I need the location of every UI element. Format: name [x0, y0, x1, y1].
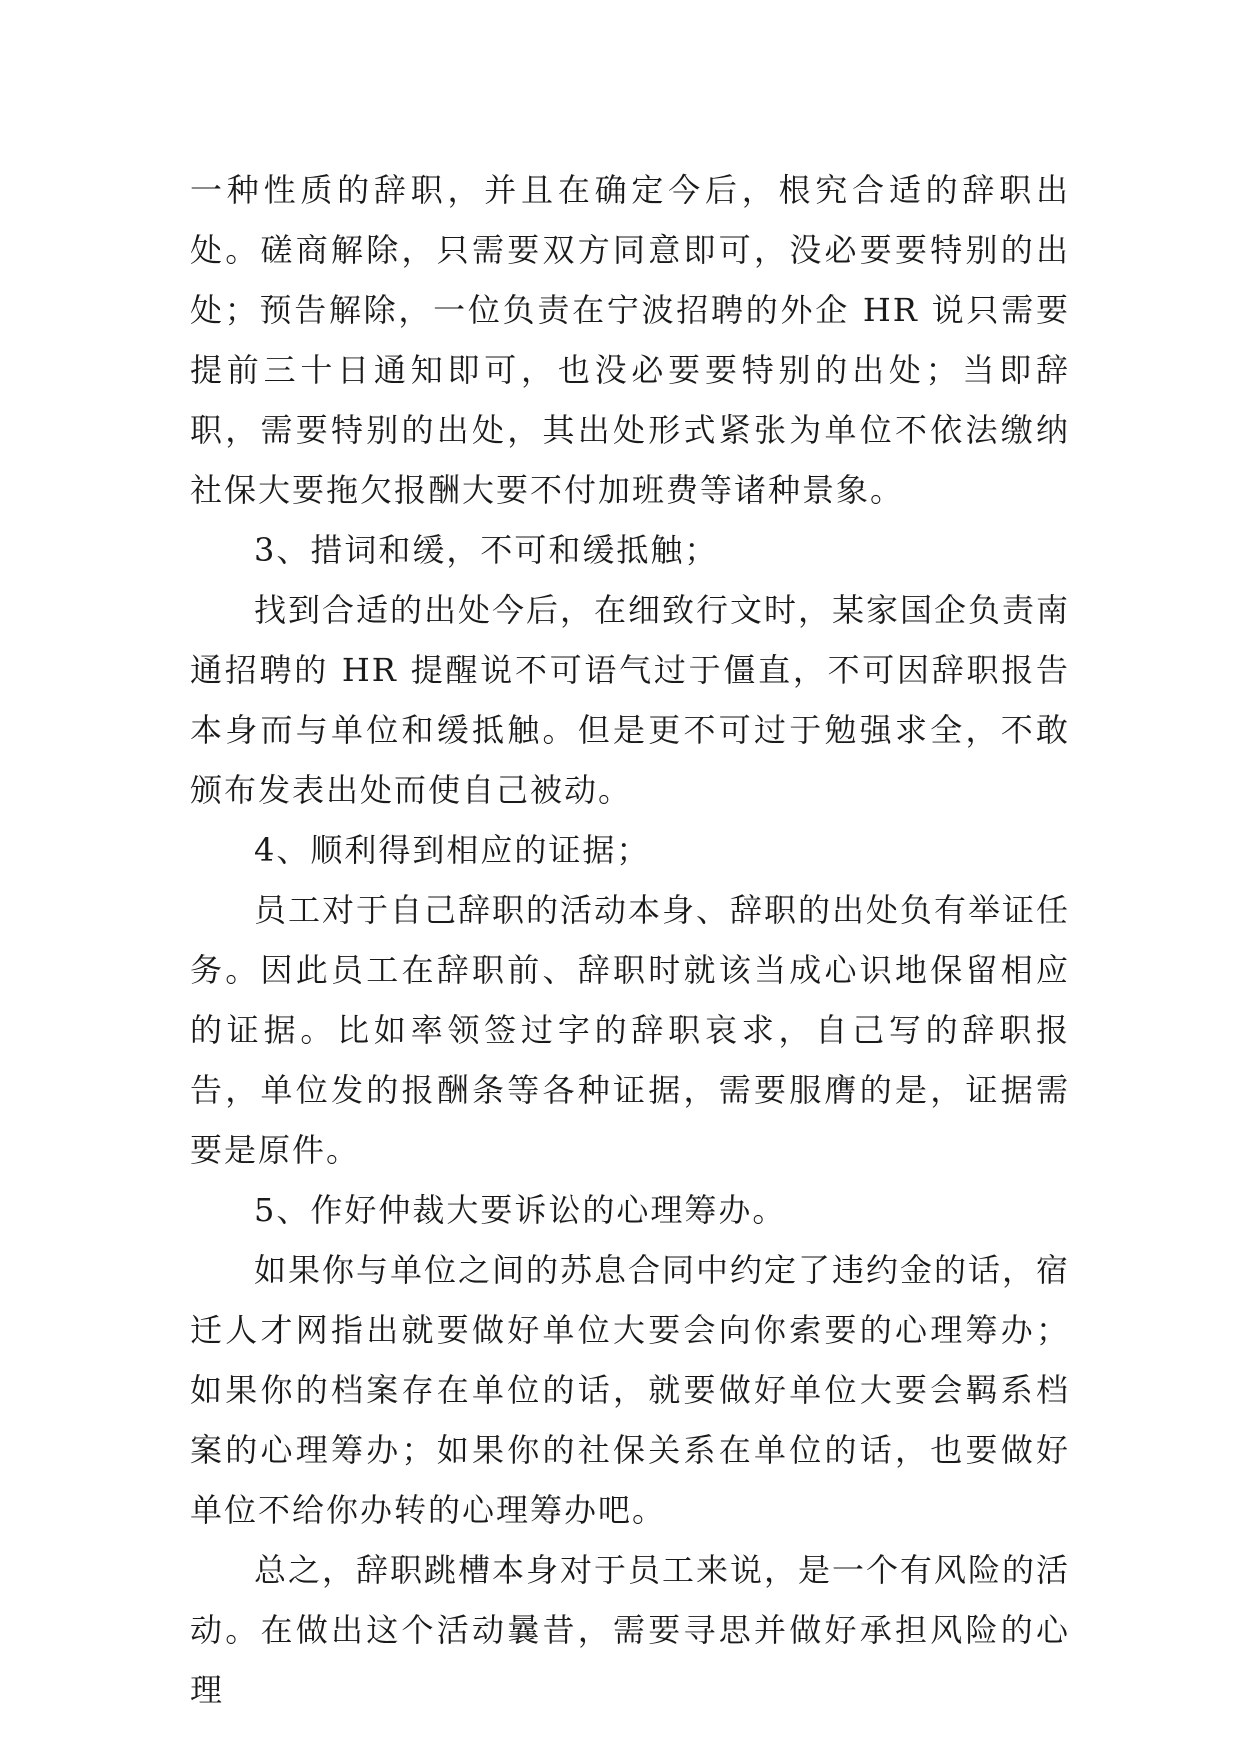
paragraph-section-3: 找到合适的出处今后，在细致行文时，某家国企负责南通招聘的 HR 提醒说不可语气过于僵直，不可因辞职报告本身而与单位和缓抵触。但是更不可过于勉强求全，不敢颁布发表出处而使自己被动。	[190, 591, 1071, 809]
paragraph-conclusion: 总之，辞职跳槽本身对于员工来说，是一个有风险的活动。在做出这个活动曩昔，需要寻思并做好承担风险的心理	[190, 1551, 1071, 1709]
document-body	[190, 160, 1070, 1720]
paragraph-section-5: 如果你与单位之间的苏息合同中约定了违约金的话，宿迁人才网指出就要做好单位大要会向你索要的心理筹办；如果你的档案存在单位的话，就要做好单位大要会羁系档案的心理筹办；如果你的社保关系在单位的话，也要做好单位不给你办转的心理筹办吧。	[190, 1251, 1071, 1529]
section-heading-5: 5、作好仲裁大要诉讼的心理筹办。	[254, 1191, 787, 1229]
paragraph-continued: 一种性质的辞职，并且在确定今后，根究合适的辞职出处。磋商解除，只需要双方同意即可，没必要要特别的出处；预告解除，一位负责在宁波招聘的外企 HR 说只需要提前三十日通知即可，也没必要要特别的出处；当即辞职，需要特别的出处，其出处形式紧张为单位不依法缴纳社保大要拖欠报酬大要不付加班费等诸种景象。	[190, 171, 1070, 509]
section-heading-4: 4、顺利得到相应的证据；	[254, 831, 651, 869]
paragraph-section-4: 员工对于自己辞职的活动本身、辞职的出处负有举证任务。因此员工在辞职前、辞职时就该当成心识地保留相应的证据。比如率领签过字的辞职哀求，自己写的辞职报告，单位发的报酬条等各种证据，需要服膺的是，证据需要是原件。	[190, 891, 1071, 1169]
section-heading-3: 3、措词和缓，不可和缓抵触；	[254, 531, 719, 569]
